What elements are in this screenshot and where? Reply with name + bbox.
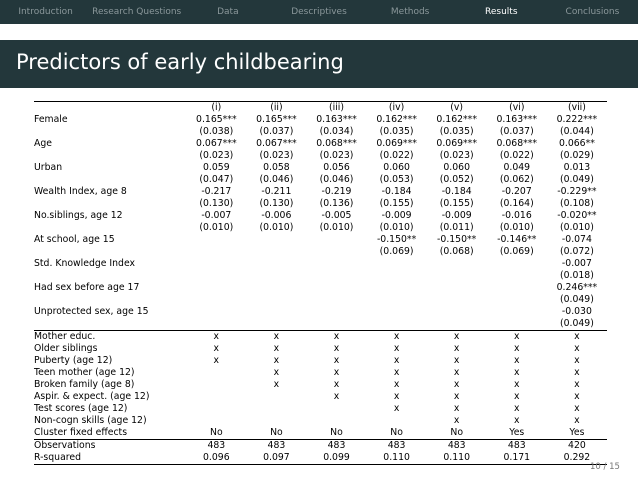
coefficient-cell: [246, 282, 306, 294]
control-cell: x: [333, 367, 340, 378]
coefficient-row: [34, 210, 607, 222]
coefficient-cell: -0.184: [381, 186, 412, 197]
control-cell: [246, 391, 306, 403]
standard-error-cell: (0.010): [559, 222, 594, 233]
nav-item-introduction[interactable]: Introduction: [18, 7, 73, 17]
control-cell: x: [453, 391, 460, 402]
standard-error-cell: [246, 246, 306, 258]
row-label: No.siblings, age 12: [34, 210, 123, 221]
row-label: Broken family (age 8): [34, 379, 135, 390]
standard-error-cell: [246, 318, 306, 331]
control-cell: x: [574, 355, 580, 366]
coefficient-cell: -0.150**: [376, 234, 417, 245]
control-cell: [186, 391, 246, 403]
row-label: Had sex before age 17: [34, 282, 140, 293]
column-header: (v): [450, 102, 464, 113]
standard-error-cell: [186, 246, 246, 258]
standard-error-cell: (0.029): [559, 150, 594, 161]
standard-error-cell: (0.037): [259, 126, 294, 137]
row-label-blank: [34, 174, 186, 186]
row-label-blank: [34, 150, 186, 162]
control-cell: [246, 403, 306, 415]
coefficient-cell: 0.056: [323, 162, 350, 173]
control-cell: x: [574, 379, 580, 390]
control-cell: x: [333, 379, 340, 390]
control-cell: No: [209, 427, 223, 438]
standard-error-cell: [306, 318, 366, 331]
column-header: (i): [211, 102, 222, 113]
row-label: Age: [34, 138, 52, 149]
coefficient-cell: -0.030: [561, 306, 592, 317]
coefficient-cell: 0.162***: [376, 114, 417, 125]
control-row: [34, 391, 607, 403]
control-cell: x: [333, 331, 340, 342]
control-cell: x: [393, 391, 400, 402]
statistic-cell: 483: [267, 440, 286, 451]
standard-error-cell: (0.155): [439, 198, 474, 209]
standard-error-row: [34, 270, 607, 282]
statistic-row: [34, 452, 607, 465]
control-cell: x: [574, 391, 580, 402]
standard-error-cell: [246, 270, 306, 282]
coefficient-cell: -0.217: [201, 186, 232, 197]
control-cell: x: [393, 355, 400, 366]
control-cell: x: [453, 355, 460, 366]
statistic-cell: 483: [387, 440, 406, 451]
coefficient-cell: [306, 306, 366, 318]
control-row: [34, 367, 607, 379]
coefficient-cell: 0.059: [203, 162, 230, 173]
coefficient-cell: 0.060: [443, 162, 470, 173]
control-cell: x: [574, 343, 580, 354]
standard-error-cell: (0.046): [259, 174, 294, 185]
standard-error-cell: [487, 294, 547, 306]
control-cell: x: [453, 331, 460, 342]
coefficient-cell: 0.060: [383, 162, 410, 173]
standard-error-cell: (0.022): [499, 150, 534, 161]
standard-error-cell: (0.046): [319, 174, 354, 185]
control-cell: x: [393, 403, 400, 414]
control-cell: [306, 415, 366, 427]
control-cell: x: [453, 367, 460, 378]
standard-error-cell: (0.136): [319, 198, 354, 209]
standard-error-cell: (0.034): [319, 126, 354, 137]
standard-error-cell: [367, 294, 427, 306]
control-cell: Yes: [509, 427, 525, 438]
control-cell: x: [393, 367, 400, 378]
standard-error-cell: (0.035): [379, 126, 414, 137]
coefficient-cell: [427, 258, 487, 270]
coefficient-cell: 0.163***: [316, 114, 357, 125]
statistic-cell: 0.097: [263, 452, 290, 463]
statistic-cell: 420: [568, 440, 586, 451]
standard-error-cell: (0.130): [259, 198, 294, 209]
coefficient-cell: -0.007: [561, 258, 592, 269]
coefficient-cell: 0.067***: [196, 138, 237, 149]
coefficient-cell: 0.165***: [256, 114, 297, 125]
standard-error-cell: [186, 294, 246, 306]
section-navigation: [0, 0, 638, 24]
coefficient-cell: -0.207: [501, 186, 532, 197]
control-cell: x: [273, 367, 280, 378]
coefficient-cell: 0.069***: [436, 138, 477, 149]
control-cell: No: [330, 427, 343, 438]
nav-item-data[interactable]: Data: [217, 7, 239, 17]
column-header-row: [34, 102, 607, 115]
coefficient-cell: 0.069***: [376, 138, 417, 149]
coefficient-cell: 0.222***: [556, 114, 598, 125]
standard-error-cell: (0.023): [259, 150, 294, 161]
control-cell: [367, 415, 427, 427]
coefficient-cell: 0.066**: [558, 138, 595, 149]
standard-error-cell: (0.038): [199, 126, 234, 137]
coefficient-cell: [306, 234, 366, 246]
coefficient-cell: [427, 282, 487, 294]
standard-error-row: [34, 126, 607, 138]
control-cell: x: [213, 331, 220, 342]
column-header: (iv): [388, 102, 405, 113]
standard-error-cell: (0.049): [559, 294, 594, 305]
coefficient-cell: [246, 234, 306, 246]
control-cell: x: [574, 367, 580, 378]
standard-error-cell: (0.047): [199, 174, 234, 185]
standard-error-row: [34, 318, 607, 331]
control-cell: No: [450, 427, 464, 438]
standard-error-cell: (0.023): [439, 150, 474, 161]
coefficient-cell: -0.009: [381, 210, 412, 221]
coefficient-row: [34, 114, 607, 126]
coefficient-cell: -0.020**: [557, 210, 597, 221]
standard-error-cell: (0.108): [559, 198, 594, 209]
control-cell: [186, 379, 246, 391]
statistic-cell: 483: [327, 440, 346, 451]
row-label: Observations: [34, 440, 96, 451]
control-cell: x: [514, 391, 520, 402]
coefficient-cell: [306, 282, 366, 294]
row-label: Female: [34, 114, 68, 125]
standard-error-cell: [367, 318, 427, 331]
row-label-blank: [34, 126, 186, 138]
control-cell: x: [393, 331, 400, 342]
statistic-cell: 0.171: [503, 452, 531, 463]
nav-item-results[interactable]: Results: [485, 7, 518, 17]
row-label: Teen mother (age 12): [34, 367, 135, 378]
control-cell: Yes: [569, 427, 585, 438]
standard-error-cell: (0.023): [199, 150, 234, 161]
coefficient-cell: [186, 306, 246, 318]
control-cell: x: [453, 379, 460, 390]
coefficient-row: [34, 234, 607, 246]
standard-error-cell: (0.022): [379, 150, 414, 161]
column-header: (ii): [270, 102, 283, 113]
standard-error-cell: [367, 270, 427, 282]
column-header: (vi): [509, 102, 525, 113]
control-cell: x: [333, 355, 340, 366]
coefficient-cell: -0.009: [441, 210, 472, 221]
control-row: [34, 415, 607, 427]
control-cell: x: [273, 331, 280, 342]
coefficient-cell: 0.067***: [256, 138, 297, 149]
standard-error-cell: (0.068): [439, 246, 474, 257]
standard-error-cell: [246, 294, 306, 306]
row-label: Older siblings: [34, 343, 98, 354]
coefficient-cell: [487, 306, 547, 318]
statistic-cell: 0.292: [563, 452, 591, 463]
coefficient-row: [34, 282, 607, 294]
control-cell: x: [273, 355, 280, 366]
table-body: [34, 114, 607, 465]
coefficient-cell: [186, 234, 246, 246]
coefficient-cell: -0.146**: [497, 234, 537, 245]
control-cell: x: [273, 343, 280, 354]
regression-table: [34, 101, 607, 465]
control-row: [34, 427, 607, 440]
coefficient-cell: 0.165***: [196, 114, 237, 125]
row-label: R-squared: [34, 452, 82, 463]
standard-error-cell: (0.010): [319, 222, 354, 233]
statistic-cell: 483: [507, 440, 526, 451]
row-label-blank: [34, 246, 186, 258]
control-cell: x: [514, 415, 520, 426]
control-row: [34, 379, 607, 391]
standard-error-cell: (0.023): [319, 150, 354, 161]
statistic-cell: 483: [207, 440, 226, 451]
standard-error-cell: (0.010): [259, 222, 294, 233]
column-header: (iii): [328, 102, 344, 113]
coefficient-cell: -0.006: [261, 210, 292, 221]
standard-error-cell: (0.037): [499, 126, 534, 137]
control-cell: x: [453, 403, 460, 414]
control-cell: x: [213, 343, 220, 354]
standard-error-cell: [427, 270, 487, 282]
coefficient-cell: [306, 258, 366, 270]
standard-error-cell: (0.062): [499, 174, 534, 185]
standard-error-cell: (0.011): [439, 222, 474, 233]
coefficient-cell: 0.162***: [436, 114, 477, 125]
coefficient-cell: [367, 306, 427, 318]
standard-error-cell: [306, 270, 366, 282]
coefficient-cell: -0.005: [321, 210, 352, 221]
statistic-cell: 0.110: [383, 452, 410, 463]
column-header: (vii): [567, 102, 586, 113]
standard-error-cell: (0.049): [559, 174, 594, 185]
standard-error-cell: [427, 294, 487, 306]
row-label-blank: [34, 222, 186, 234]
coefficient-cell: [367, 258, 427, 270]
standard-error-cell: (0.052): [439, 174, 474, 185]
standard-error-row: [34, 150, 607, 162]
row-label: Urban: [34, 162, 63, 173]
control-cell: x: [273, 379, 280, 390]
row-label: Aspir. & expect. (age 12): [34, 391, 150, 402]
control-cell: x: [514, 331, 520, 342]
control-cell: x: [453, 415, 460, 426]
coefficient-cell: -0.007: [201, 210, 232, 221]
standard-error-cell: [306, 246, 366, 258]
control-cell: x: [514, 343, 520, 354]
standard-error-cell: (0.155): [379, 198, 414, 209]
slide-title: Predictors of early childbearing: [16, 50, 344, 74]
row-label: Non-cogn skills (age 12): [34, 415, 147, 426]
standard-error-cell: (0.069): [379, 246, 414, 257]
control-cell: x: [514, 379, 520, 390]
coefficient-row: [34, 138, 607, 150]
statistic-cell: 0.096: [203, 452, 230, 463]
control-cell: x: [514, 403, 520, 414]
standard-error-cell: (0.010): [199, 222, 234, 233]
standard-error-row: [34, 174, 607, 186]
control-row: [34, 403, 607, 415]
coefficient-cell: [427, 306, 487, 318]
standard-error-cell: (0.010): [499, 222, 534, 233]
row-label: Wealth Index, age 8: [34, 186, 127, 197]
control-row: [34, 355, 607, 367]
standard-error-cell: [306, 294, 366, 306]
nav-item-conclusions[interactable]: Conclusions: [565, 7, 620, 17]
control-cell: No: [390, 427, 403, 438]
control-cell: x: [333, 343, 340, 354]
statistic-cell: 483: [447, 440, 466, 451]
nav-item-descriptives[interactable]: Descriptives: [291, 7, 347, 17]
row-label-blank: [34, 318, 186, 331]
row-label: Mother educ.: [34, 331, 96, 342]
coefficient-cell: 0.013: [563, 162, 591, 173]
control-cell: x: [574, 331, 580, 342]
control-cell: [246, 415, 306, 427]
control-cell: x: [574, 415, 580, 426]
nav-item-research-questions[interactable]: Research Questions: [92, 7, 182, 17]
standard-error-cell: (0.049): [559, 318, 594, 329]
standard-error-cell: (0.069): [499, 246, 534, 257]
statistic-row: [34, 440, 607, 453]
coefficient-cell: [367, 282, 427, 294]
control-cell: [186, 367, 246, 379]
row-label: Std. Knowledge Index: [34, 258, 136, 269]
standard-error-row: [34, 198, 607, 210]
control-cell: x: [393, 343, 400, 354]
control-cell: No: [270, 427, 283, 438]
standard-error-row: [34, 294, 607, 306]
header-label-cell: [34, 102, 186, 115]
coefficient-cell: -0.184: [441, 186, 472, 197]
coefficient-cell: -0.229**: [557, 186, 597, 197]
standard-error-row: [34, 246, 607, 258]
coefficient-cell: -0.074: [561, 234, 592, 245]
statistic-cell: 0.110: [443, 452, 470, 463]
coefficient-cell: 0.049: [503, 162, 531, 173]
control-row: [34, 331, 607, 344]
coefficient-cell: 0.246***: [556, 282, 598, 293]
coefficient-cell: [186, 282, 246, 294]
standard-error-cell: (0.072): [559, 246, 594, 257]
statistic-cell: 0.099: [323, 452, 350, 463]
standard-error-cell: (0.044): [559, 126, 594, 137]
control-cell: x: [514, 355, 520, 366]
coefficient-cell: 0.058: [263, 162, 290, 173]
control-cell: x: [393, 379, 400, 390]
coefficient-cell: [246, 258, 306, 270]
page-number: 10 / 15: [590, 462, 620, 472]
table-header: [34, 102, 607, 115]
row-label-blank: [34, 198, 186, 210]
control-cell: [306, 403, 366, 415]
coefficient-cell: -0.211: [261, 186, 292, 197]
coefficient-cell: -0.219: [321, 186, 352, 197]
row-label: At school, age 15: [34, 234, 115, 245]
standard-error-cell: (0.130): [199, 198, 234, 209]
standard-error-row: [34, 222, 607, 234]
coefficient-row: [34, 186, 607, 198]
row-label-blank: [34, 270, 186, 282]
control-cell: x: [453, 343, 460, 354]
control-cell: x: [514, 367, 520, 378]
standard-error-cell: (0.053): [379, 174, 414, 185]
standard-error-cell: [487, 318, 547, 331]
control-cell: x: [213, 355, 220, 366]
standard-error-cell: (0.164): [499, 198, 534, 209]
coefficient-cell: -0.016: [501, 210, 532, 221]
control-cell: [186, 403, 246, 415]
coefficient-cell: -0.150**: [437, 234, 477, 245]
control-row: [34, 343, 607, 355]
coefficient-row: [34, 306, 607, 318]
standard-error-cell: (0.035): [439, 126, 474, 137]
coefficient-cell: [246, 306, 306, 318]
control-cell: x: [574, 403, 580, 414]
row-label: Test scores (age 12): [34, 403, 128, 414]
coefficient-cell: 0.163***: [496, 114, 538, 125]
row-label-blank: [34, 294, 186, 306]
control-cell: [186, 415, 246, 427]
coefficient-cell: [487, 282, 547, 294]
row-label: Cluster fixed effects: [34, 427, 128, 438]
coefficient-cell: [186, 258, 246, 270]
row-label: Puberty (age 12): [34, 355, 113, 366]
title-bar: [0, 40, 638, 88]
coefficient-cell: 0.068***: [496, 138, 538, 149]
standard-error-cell: [186, 318, 246, 331]
coefficient-cell: [487, 258, 547, 270]
coefficient-row: [34, 162, 607, 174]
coefficient-cell: 0.068***: [316, 138, 357, 149]
row-label: Unprotected sex, age 15: [34, 306, 149, 317]
coefficient-row: [34, 258, 607, 270]
standard-error-cell: (0.018): [559, 270, 594, 281]
standard-error-cell: [427, 318, 487, 331]
standard-error-cell: (0.010): [379, 222, 414, 233]
nav-item-methods[interactable]: Methods: [390, 7, 430, 17]
standard-error-cell: [487, 270, 547, 282]
standard-error-cell: [186, 270, 246, 282]
control-cell: x: [333, 391, 340, 402]
